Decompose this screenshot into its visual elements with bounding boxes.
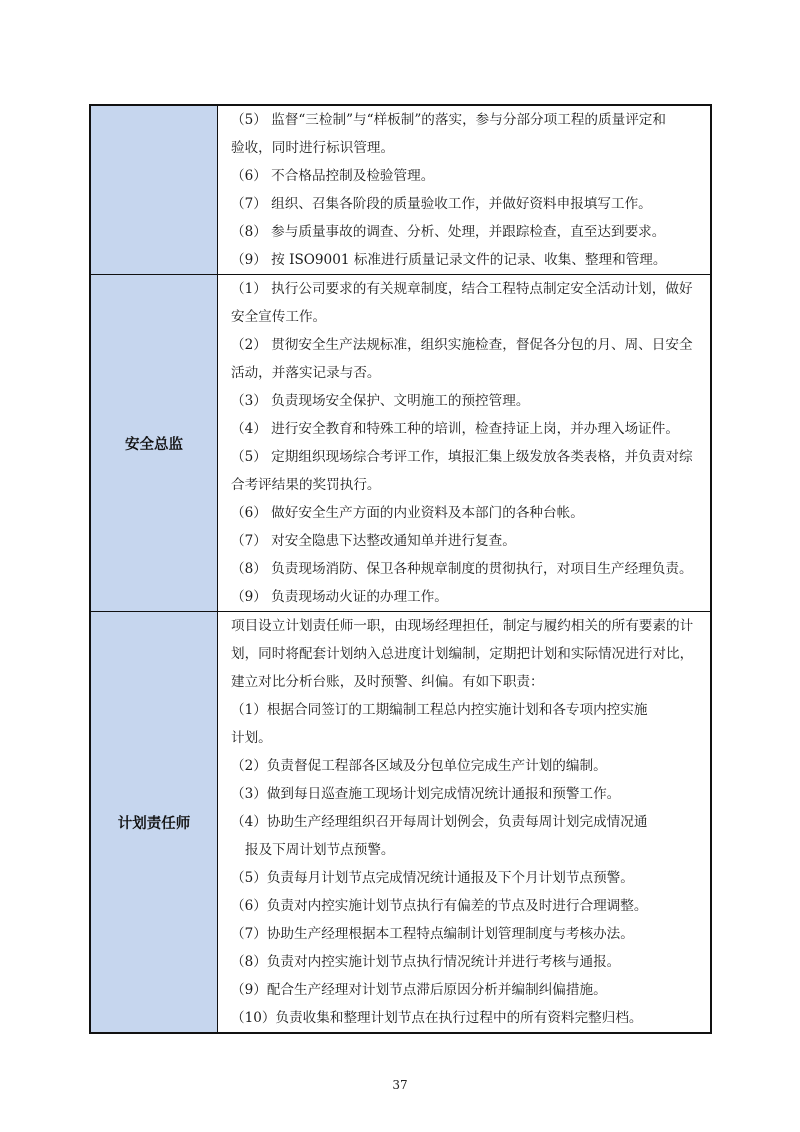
table-row — [91, 274, 710, 611]
duty-line: 合考评结果的奖罚执行。 — [231, 477, 381, 493]
table-row — [91, 106, 710, 274]
duty-line: （7）协助生产经理根据本工程特点编制计划管理制度与考核办法。 — [231, 926, 634, 942]
duty-line: （6）负责对内控实施计划节点执行有偏差的节点及时进行合理调整。 — [231, 898, 648, 914]
page-number: 37 — [392, 1078, 408, 1092]
duty-line: （1） 执行公司要求的有关规章制度，结合工程特点制定安全活动计划，做好 — [231, 281, 693, 297]
duty-line: （5）负责每月计划节点完成情况统计通报及下个月计划节点预警。 — [231, 870, 634, 886]
duty-line: （6） 不合格品控制及检验管理。 — [231, 168, 435, 184]
duty-line: （9） 负责现场动火证的办理工作。 — [231, 589, 448, 605]
duty-line: （9）配合生产经理对计划节点滞后原因分析并编制纠偏措施。 — [231, 982, 607, 998]
duty-content — [218, 106, 710, 274]
duty-line: 安全宣传工作。 — [231, 309, 327, 325]
duty-line: （10）负责收集和整理计划节点在执行过程中的所有资料完整归档。 — [231, 1010, 643, 1026]
duty-line: 验收，同时进行标识管理。 — [231, 140, 395, 156]
duty-line: （8） 负责现场消防、保卫各种规章制度的贯彻执行，对项目生产经理负责。 — [231, 561, 693, 577]
duty-line: （8）负责对内控实施计划节点执行情况统计并进行考核与通报。 — [231, 954, 621, 970]
duty-content — [218, 275, 710, 611]
role-cell — [91, 106, 218, 274]
duty-line: （5） 定期组织现场综合考评工作，填报汇集上级发放各类表格，并负责对综 — [231, 449, 693, 465]
duty-line: （8） 参与质量事故的调查、分析、处理，并跟踪检查，直至达到要求。 — [231, 224, 666, 240]
duty-table — [89, 104, 712, 1034]
duty-line: 活动，并落实记录与否。 — [231, 365, 381, 381]
role-cell: 安全总监 — [91, 275, 218, 611]
duty-line: 报及下周计划节点预警。 — [245, 842, 395, 858]
duty-line: （3）做到每日巡查施工现场计划完成情况统计通报和预警工作。 — [231, 786, 621, 802]
duty-line: （4） 进行安全教育和特殊工种的培训，检查持证上岗，并办理入场证件。 — [231, 421, 679, 437]
duty-line: 划，同时将配套计划纳入总进度计划编制，定期把计划和实际情况进行对比， — [231, 646, 694, 662]
duty-content — [218, 612, 710, 1032]
duty-line: 计划。 — [231, 730, 272, 746]
duty-line: （6） 做好安全生产方面的内业资料及本部门的各种台帐。 — [231, 505, 584, 521]
table-row — [91, 611, 710, 1032]
duty-line: （2） 贯彻安全生产法规标准，组织实施检查，督促各分包的月、周、日安全 — [231, 337, 693, 353]
duty-line: 建立对比分析台账，及时预警、纠偏。有如下职责： — [231, 674, 544, 690]
duty-line: （3） 负责现场安全保护、文明施工的预控管理。 — [231, 393, 530, 409]
duty-line: （7） 对安全隐患下达整改通知单并进行复查。 — [231, 533, 516, 549]
duty-line: （1）根据合同签订的工期编制工程总内控实施计划和各专项内控实施 — [231, 702, 648, 718]
duty-line: （7） 组织、召集各阶段的质量验收工作，并做好资料申报填写工作。 — [231, 196, 652, 212]
role-cell: 计划责任师 — [91, 612, 218, 1032]
duty-line: （9） 按 ISO9001 标准进行质量记录文件的记录、收集、整理和管理。 — [231, 252, 667, 268]
duty-line: （4）协助生产经理组织召开每周计划例会，负责每周计划完成情况通 — [231, 814, 648, 830]
duty-line: 项目设立计划责任师一职，由现场经理担任，制定与履约相关的所有要素的计 — [231, 618, 694, 634]
duty-line: （2）负责督促工程部各区域及分包单位完成生产计划的编制。 — [231, 758, 607, 774]
duty-line: （5） 监督“三检制”与“样板制”的落实，参与分部分项工程的质量评定和 — [231, 112, 666, 128]
